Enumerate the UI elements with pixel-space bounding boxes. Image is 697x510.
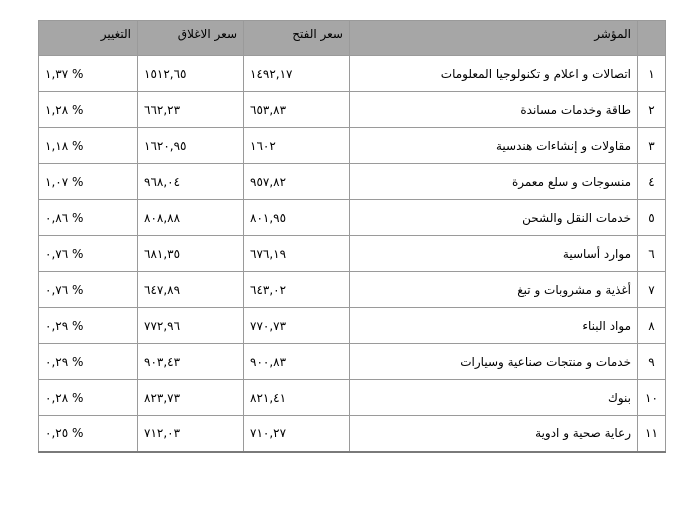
close-price-cell: ٨٢٣,٧٣ [138,380,244,416]
close-price-cell: ١٥١٢,٦٥ [138,56,244,92]
table-row [39,380,666,416]
change-percent-cell: % ١,٠٧ [39,164,138,200]
table-row [39,128,666,164]
change-percent-cell: % ٠,٧٦ [39,272,138,308]
close-price-cell: ٩٠٣,٤٣ [138,344,244,380]
indicator-name-cell: بنوك [350,380,638,416]
table-row [39,92,666,128]
row-number-cell: ٥ [638,200,666,236]
open-price-cell: ٦٥٣,٨٣ [244,92,350,128]
open-price-cell: ٩٥٧,٨٢ [244,164,350,200]
indicator-name-cell: خدمات و منتجات صناعية وسيارات [350,344,638,380]
row-number-cell: ٦ [638,236,666,272]
table-row [39,344,666,380]
open-price-cell: ٧٧٠,٧٣ [244,308,350,344]
row-number-cell: ١ [638,56,666,92]
change-percent-cell: % ٠,٢٩ [39,308,138,344]
table-row [39,416,666,452]
change-percent-cell: % ٠,٢٩ [39,344,138,380]
open-price-cell: ٦٧٦,١٩ [244,236,350,272]
row-number-cell: ٧ [638,272,666,308]
table-row [39,56,666,92]
open-price-cell: ١٦٠٢ [244,128,350,164]
table-header-row [39,21,666,56]
indicator-name-cell: منسوجات و سلع معمرة [350,164,638,200]
table-row [39,308,666,344]
indicator-name-cell: خدمات النقل والشحن [350,200,638,236]
table-row [39,200,666,236]
row-number-cell: ٤ [638,164,666,200]
close-price-cell: ٩٦٨,٠٤ [138,164,244,200]
row-number-cell: ١١ [638,416,666,452]
header-close-price: سعر الاغلاق [138,21,244,56]
close-price-cell: ٦٤٧,٨٩ [138,272,244,308]
indicator-name-cell: مواد البناء [350,308,638,344]
indicator-name-cell: أغذية و مشروبات و تبغ [350,272,638,308]
indicator-name-cell: اتصالات و اعلام و تكنولوجيا المعلومات [350,56,638,92]
change-percent-cell: % ٠,٢٥ [39,416,138,452]
row-number-cell: ٩ [638,344,666,380]
header-open-price: سعر الفتح [244,21,350,56]
indicator-name-cell: مقاولات و إنشاءات هندسية [350,128,638,164]
open-price-cell: ٨٢١,٤١ [244,380,350,416]
close-price-cell: ٦٨١,٣٥ [138,236,244,272]
table-row [39,236,666,272]
header-indicator: المؤشر [350,21,638,56]
row-number-cell: ١٠ [638,380,666,416]
change-percent-cell: % ١,٢٨ [39,92,138,128]
sector-indices-table-container [38,20,665,453]
row-number-cell: ٢ [638,92,666,128]
change-percent-cell: % ١,١٨ [39,128,138,164]
open-price-cell: ٧١٠,٢٧ [244,416,350,452]
open-price-cell: ٦٤٣,٠٢ [244,272,350,308]
open-price-cell: ١٤٩٢,١٧ [244,56,350,92]
sector-indices-table [38,20,666,453]
indicator-name-cell: طاقة وخدمات مساندة [350,92,638,128]
close-price-cell: ١٦٢٠,٩٥ [138,128,244,164]
change-percent-cell: % ٠,٨٦ [39,200,138,236]
indicator-name-cell: رعاية صحية و ادوية [350,416,638,452]
open-price-cell: ٨٠١,٩٥ [244,200,350,236]
table-row [39,164,666,200]
open-price-cell: ٩٠٠,٨٣ [244,344,350,380]
close-price-cell: ٦٦٢,٢٣ [138,92,244,128]
header-number [638,21,666,56]
change-percent-cell: % ٠,٧٦ [39,236,138,272]
table-row [39,272,666,308]
close-price-cell: ٧٧٢,٩٦ [138,308,244,344]
indicator-name-cell: موارد أساسية [350,236,638,272]
close-price-cell: ٨٠٨,٨٨ [138,200,244,236]
row-number-cell: ٨ [638,308,666,344]
header-change: التغيير [39,21,138,56]
close-price-cell: ٧١٢,٠٣ [138,416,244,452]
row-number-cell: ٣ [638,128,666,164]
change-percent-cell: % ٠,٢٨ [39,380,138,416]
change-percent-cell: % ١,٣٧ [39,56,138,92]
